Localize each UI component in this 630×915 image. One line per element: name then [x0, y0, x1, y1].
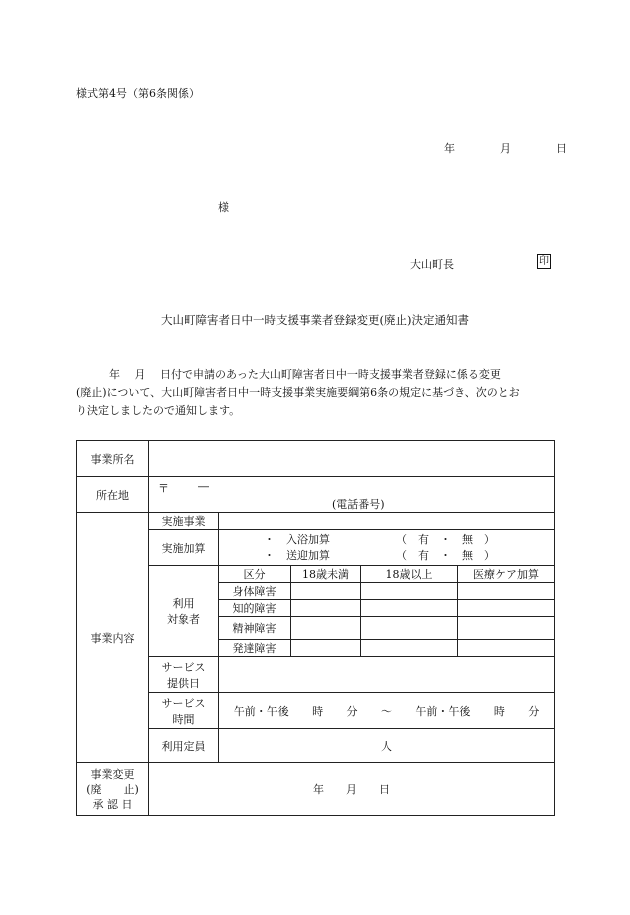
seal-mark: 印 [539, 256, 549, 267]
capacity-field: 人 [219, 729, 555, 763]
business-content-label: 事業内容 [77, 513, 149, 763]
implementation-field [219, 513, 555, 530]
approval-date-label: 事業変更 (廃 止) 承 認 日 [77, 763, 149, 816]
issue-date [444, 140, 567, 156]
service-time-label: サービス 時間 [149, 693, 219, 729]
service-time-field: 午前・午後 時 分 ～ 午前・午後 時 分 [219, 693, 555, 729]
target-header-medical: 医療ケア加算 [458, 566, 555, 583]
target-header-category: 区分 [219, 566, 291, 583]
target-row-mental: 精神障害 [219, 617, 291, 640]
document-title: 大山町障害者日中一時支援事業者登録変更(廃止)決定通知書 [161, 313, 469, 327]
target-label: 利用 対象者 [149, 566, 219, 657]
body-line-3: り決定しましたので通知します。 [76, 404, 241, 417]
body-line-1: 年 月 日付で申請のあった大山町障害者日中一時支援事業者登録に係る変更 [76, 368, 501, 381]
addition-field [219, 530, 555, 566]
addition-bath: ・ 入浴加算 （ 有 ・ 無 ） [264, 532, 496, 546]
target-row-physical: 身体障害 [219, 583, 291, 600]
target-header-over18: 18歳以上 [361, 566, 458, 583]
capacity-label: 利用定員 [149, 729, 219, 763]
phone-label: (電話番号) [332, 498, 385, 511]
postal-mark: 〒 [158, 482, 169, 495]
target-header-under18: 18歳未満 [291, 566, 361, 583]
mayor-name: 大山町長 [410, 258, 454, 271]
registration-table [76, 440, 555, 816]
target-row-developmental: 発達障害 [219, 640, 291, 657]
target-row-intellectual: 知的障害 [219, 600, 291, 617]
recipient-suffix: 様 [218, 201, 229, 214]
office-name-field [149, 441, 555, 477]
service-day-field [219, 657, 555, 693]
service-day-label: サービス 提供日 [149, 657, 219, 693]
implementation-label: 実施事業 [149, 513, 219, 530]
date-day: 日 [556, 142, 567, 155]
date-month: 月 [500, 142, 511, 155]
form-number: 様式第4号（第6条関係） [76, 87, 200, 100]
approval-date-field: 年 月 日 [149, 763, 555, 816]
addition-label: 実施加算 [149, 530, 219, 566]
postal-dash: ― [198, 480, 209, 493]
notice-body [76, 366, 554, 420]
body-line-2: (廃止)について、大山町障害者日中一時支援事業実施要綱第6条の規定に基づき、次のとお [76, 386, 520, 399]
office-name-label: 事業所名 [77, 441, 149, 477]
addition-transport: ・ 送迎加算 （ 有 ・ 無 ） [264, 548, 496, 562]
location-field [149, 477, 555, 513]
date-year: 年 [444, 142, 455, 155]
location-label: 所在地 [77, 477, 149, 513]
